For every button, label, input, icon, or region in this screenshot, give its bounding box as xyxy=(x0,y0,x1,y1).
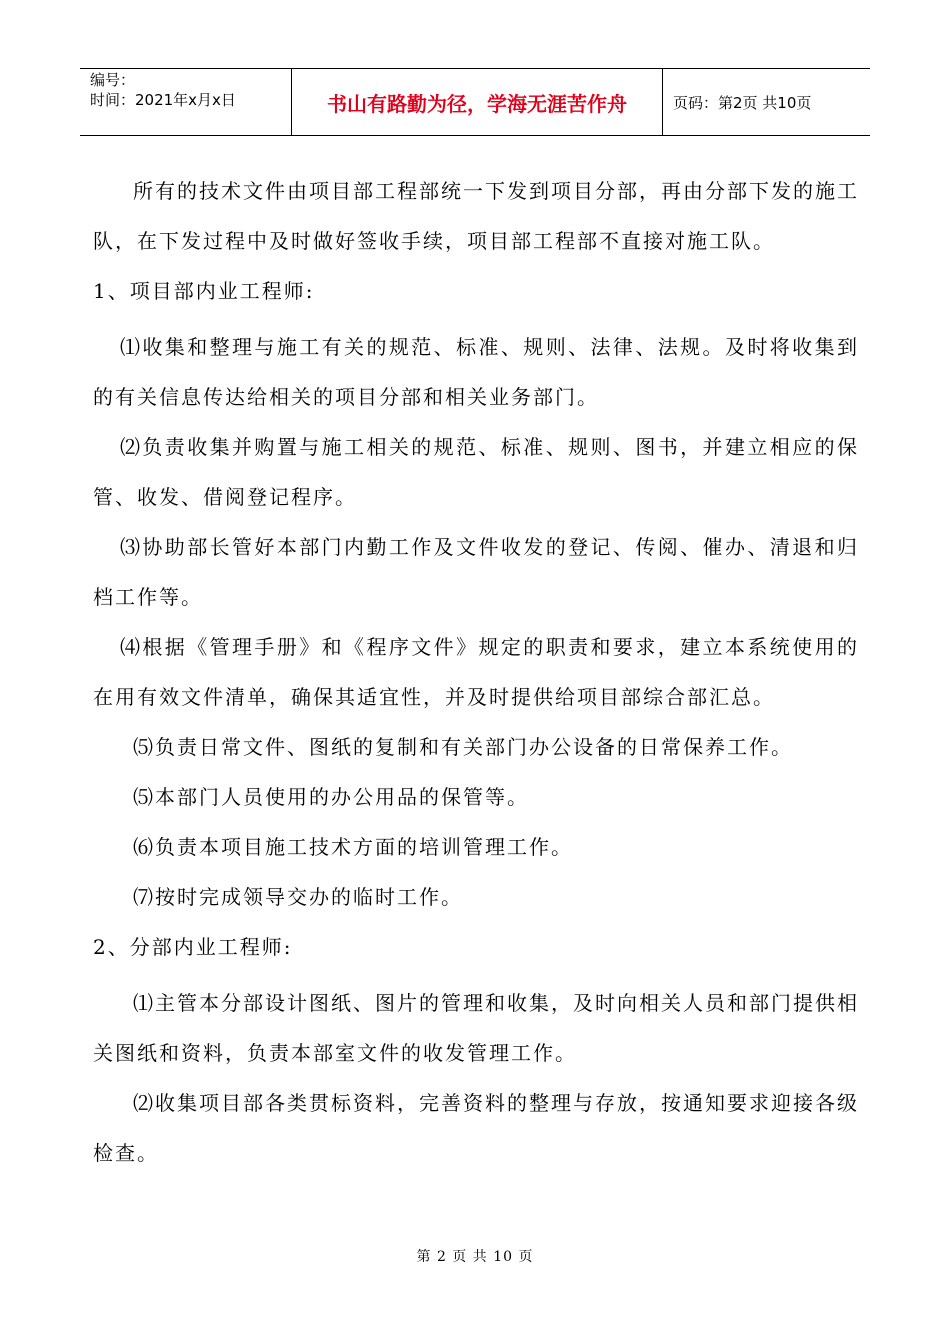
section1-title: 1、项目部内业工程师: xyxy=(93,279,315,303)
document-header xyxy=(80,68,870,136)
document-time-label: 时间：2021年x月x日 xyxy=(90,91,236,109)
section2-item-1: ⑴主管本分部设计图纸、图片的管理和收集，及时向相关人员和部门提供相关图纸和资料，负责本部室文件的收发管理工作。 xyxy=(93,991,859,1065)
section1-item-5: ⑸负责日常文件、图纸的复制和有关部门办公设备的日常保养工作。 xyxy=(133,735,793,759)
section1-item-2: ⑵负责收集并购置与施工相关的规范、标准、规则、图书，并建立相应的保管、收发、借阅登记程序。 xyxy=(93,435,859,509)
section1-item-3: ⑶协助部长管好本部门内勤工作及文件收发的登记、传阅、催办、清退和归档工作等。 xyxy=(93,535,859,609)
header-page-info: 页码：第2页 共10页 xyxy=(663,69,871,136)
intro-paragraph: 所有的技术文件由项目部工程部统一下发到项目分部，再由分部下发的施工队，在下发过程中及时做好签收手续，项目部工程部不直接对施工队。 xyxy=(93,179,859,253)
page-footer: 第 2 页 共 10 页 xyxy=(416,1249,534,1265)
document-body xyxy=(93,166,859,1178)
document-number-label: 编号： xyxy=(90,71,136,89)
section1-item-6: ⑸本部门人员使用的办公用品的保管等。 xyxy=(133,785,529,809)
section2-title: 2、分部内业工程师: xyxy=(93,935,293,959)
section1-item-8: ⑺按时完成领导交办的临时工作。 xyxy=(133,885,463,909)
section1-item-7: ⑹负责本项目施工技术方面的培训管理工作。 xyxy=(133,835,573,859)
section2-item-2: ⑵收集项目部各类贯标资料，完善资料的整理与存放，按通知要求迎接各级检查。 xyxy=(93,1091,859,1165)
section1-item-1: ⑴收集和整理与施工有关的规范、标准、规则、法律、法规。及时将收集到的有关信息传达给相关的项目分部和相关业务部门。 xyxy=(93,335,859,409)
section1-item-4: ⑷根据《管理手册》和《程序文件》规定的职责和要求，建立本系统使用的在用有效文件清单，确保其适宜性，并及时提供给项目部综合部汇总。 xyxy=(93,635,859,709)
header-motto: 书山有路勤为径，学海无涯苦作舟 xyxy=(292,69,663,136)
header-meta-cell xyxy=(80,69,292,136)
